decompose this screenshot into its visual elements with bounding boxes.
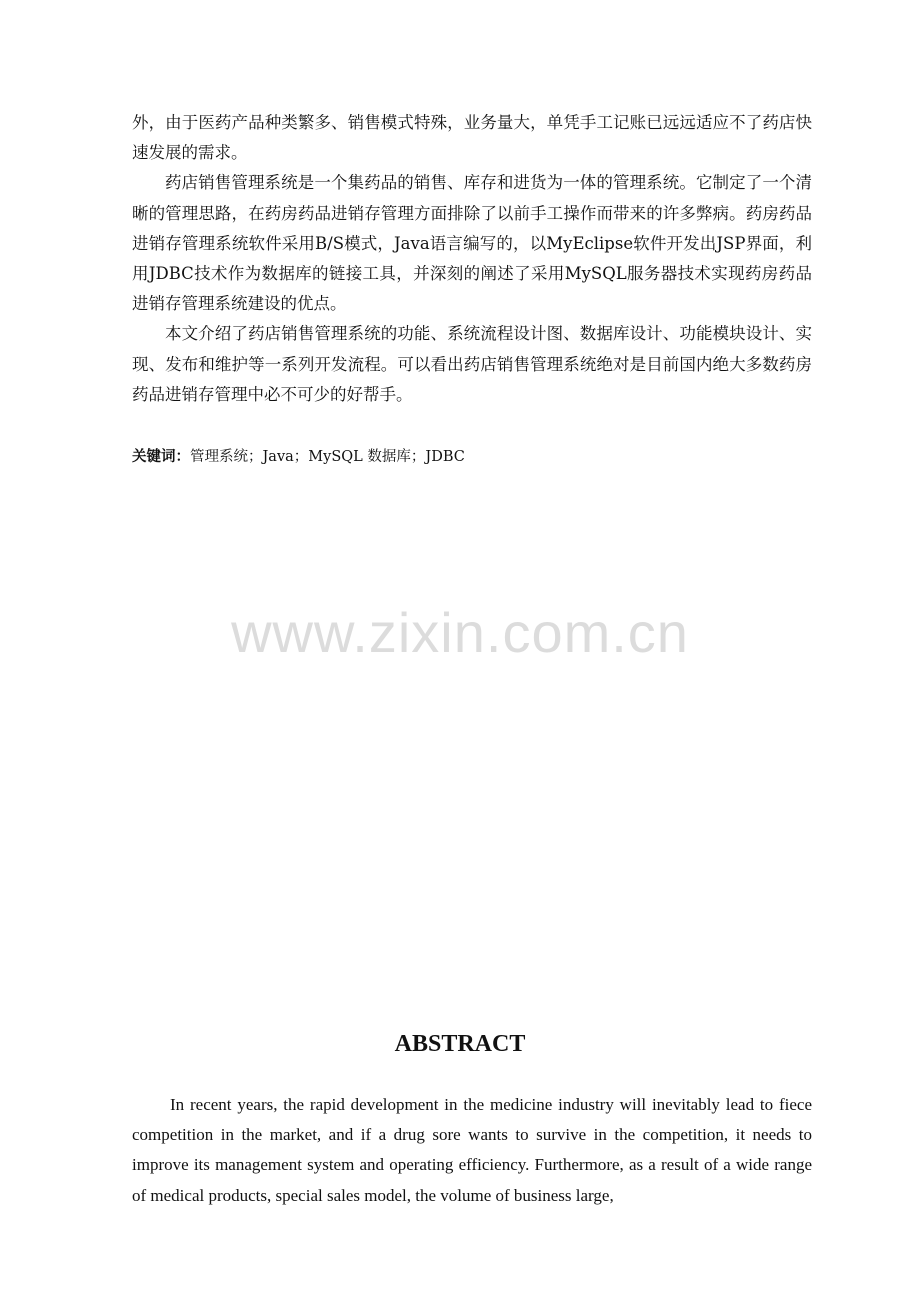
chinese-paragraph-1: 外，由于医药产品种类繁多、销售模式特殊，业务量大，单凭手工记账已远远适应不了药店快速发展的需求。 [132,113,812,163]
abstract-title: ABSTRACT [394,1031,526,1057]
english-abstract-body [132,1090,812,1211]
keywords-value: 管理系统；Java；MySQL 数据库；JDBC [190,449,465,465]
english-paragraph-1: In recent years, the rapid development in the medicine industry will inevitably lead to fiece competition in the market, and if a drug sore wants to survive in the competition, it needs to improve its management system and operating efficiency. Furthermore, as a result of a wide range of medical products, special sales model, the volume of business large, [132,1095,812,1205]
watermark: www.zixin.com.cn [231,601,689,664]
keywords-label: 关键词： [132,449,190,465]
keywords-line [132,444,812,470]
chinese-paragraph-3: 本文介绍了药店销售管理系统的功能、系统流程设计图、数据库设计、功能模块设计、实现、发布和维护等一系列开发流程。可以看出药店销售管理系统绝对是目前国内绝大多数药房药品进销存管理中必不可少的好帮手。 [132,324,812,404]
chinese-abstract-body [132,108,812,410]
chinese-paragraph-2: 药店销售管理系统是一个集药品的销售、库存和进货为一体的管理系统。它制定了一个清晰的管理思路，在药房药品进销存管理方面排除了以前手工操作而带来的许多弊病。药房药品进销存管理系统软件采用B/S模式，Java语言编写的，以MyEclipse软件开发出JSP界面，利用JDBC技术作为数据库的链接工具，并深刻的阐述了采用MySQL服务器技术实现药房药品进销存管理系统建设的优点。 [132,173,812,314]
